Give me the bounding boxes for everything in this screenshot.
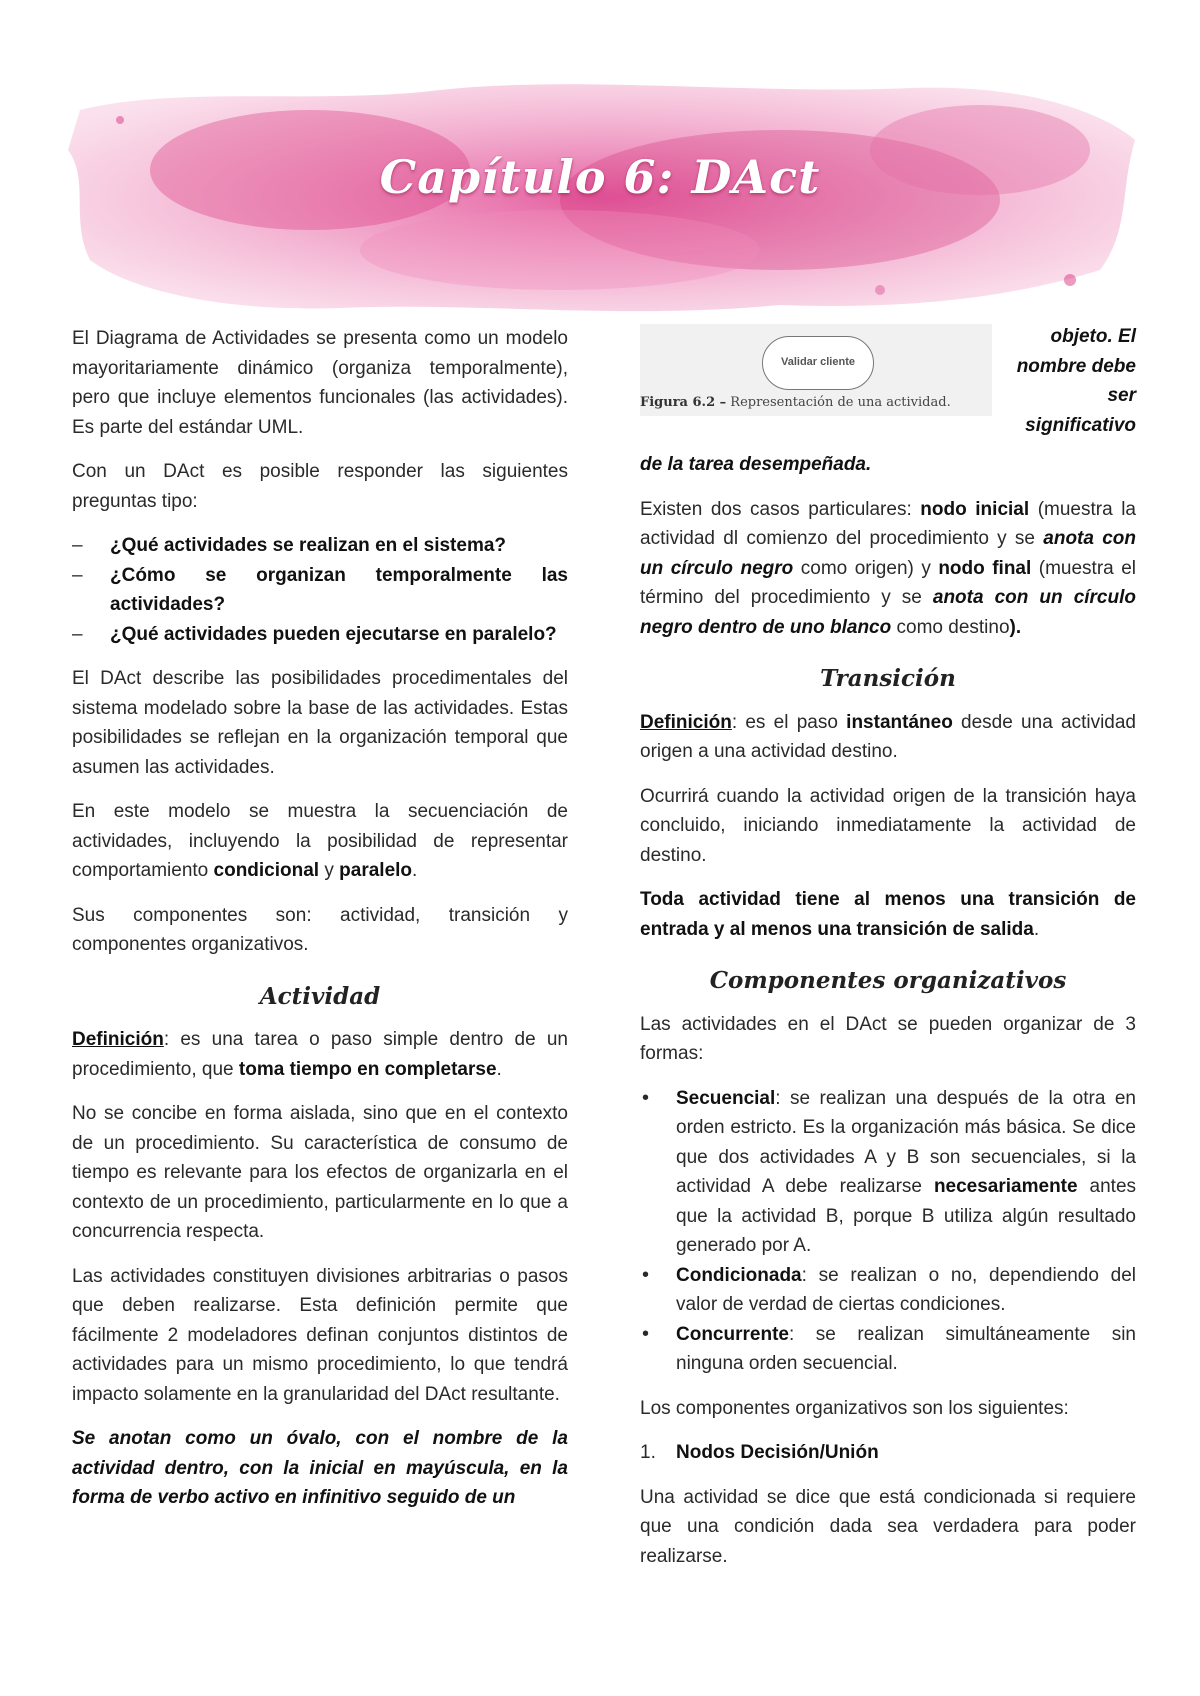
list-item: • Condicionada: se realizan o no, dependiendo del valor de verdad de ciertas condiciones. [640, 1261, 1136, 1320]
divisions-paragraph: Las actividades constituyen divisiones arbitrarias o pasos que deben realizarse. Esta definición permite que fácilmente 2 modeladores definan conjuntos distintos de actividades para un mismo procedimiento, lo que tendrá impacto solamente en la granularidad del DAct resultante. [72, 1265, 568, 1405]
figure-caption: Figura 6.2 – Representación de una actividad. [640, 395, 951, 410]
notation-end: de la tarea desempeñada. [640, 454, 872, 475]
right-column [640, 324, 1136, 1586]
intro-paragraph: El Diagrama de Actividades se presenta como un modelo mayoritariamente dinámico (organiza temporalmente), pero que incluye elementos funcionales (las actividades). Es parte del estándar UML. [72, 328, 568, 438]
sequencing-paragraph: En este modelo se muestra la secuenciación de actividades, incluyendo la posibilidad de representar comportamiento condicional y paralelo. [72, 801, 568, 881]
bullet-marker: • [642, 1263, 650, 1286]
list-item: – ¿Qué actividades pueden ejecutarse en paralelo? [72, 620, 568, 650]
context-paragraph: No se concibe en forma aislada, sino que en el contexto de un procedimiento. Su característica de consumo de tiempo es relevante para los efectos de organizarla en el contexto de un procedimiento, particularmente en lo que a concurrencia respecta. [72, 1103, 568, 1242]
questions-list [72, 531, 568, 649]
notation-continuation: objeto. El nombre debe ser significativo [1016, 326, 1136, 436]
dash-marker: – [72, 623, 83, 645]
list-item: – ¿Qué actividades se realizan en el sistema? [72, 531, 568, 561]
activity-oval: Validar cliente [762, 336, 874, 390]
describes-paragraph: El DAct describe las posibilidades procedimentales del sistema modelado sobre la base de las actividades. Estas posibilidades se reflejan en la organización temporal que asumen las actividades. [72, 668, 568, 778]
numbered-item: 1. Nodos Decisión/Unión [640, 1438, 1136, 1468]
cases-paragraph: Existen dos casos particulares: nodo inicial (muestra la actividad dl comienzo del procedimiento y se anota con un círculo negro como origen) y nodo final (muestra el término del procedimiento y se anota con un círculo negro dentro de uno blanco como destino). [640, 498, 1137, 638]
figure-activity [640, 324, 992, 448]
heading-actividad: Actividad [259, 982, 381, 1010]
left-column [72, 324, 568, 1528]
number-marker: 1. [640, 1442, 656, 1463]
every-activity-paragraph: Toda actividad tiene al menos una transición de entrada y al menos una transición de salida. [640, 889, 1136, 940]
bullet-marker: • [642, 1086, 650, 1109]
occurs-paragraph: Ocurrirá cuando la actividad origen de la transición haya concluido, iniciando inmediatamente la actividad de destino. [640, 785, 1136, 866]
list-item: • Secuencial: se realizan una después de la otra en orden estricto. Es la organización más básica. Se dice que dos actividades A y B son secuenciales, si la actividad A debe realizarse necesariamente antes que la actividad B, porque B utiliza algún resultado generado por A. [640, 1084, 1136, 1261]
list-item: – ¿Cómo se organizan temporalmente las actividades? [72, 561, 568, 620]
dash-marker: – [72, 564, 83, 586]
list-item: • Concurrente: se realizan simultáneamente sin ninguna orden secuencial. [640, 1320, 1136, 1379]
dash-marker: – [72, 535, 83, 556]
conditioned-paragraph: Una actividad se dice que está condicionada si requiere que una condición dada sea verdadera para poder realizarse. [640, 1486, 1136, 1567]
org-list-intro: Los componentes organizativos son los siguientes: [640, 1397, 1069, 1419]
questions-intro: Con un DAct es posible responder las siguientes preguntas tipo: [72, 461, 568, 512]
figure-row [640, 324, 1136, 450]
forms-list [640, 1084, 1136, 1379]
bullet-marker: • [642, 1322, 650, 1345]
organize-paragraph: Las actividades en el DAct se pueden organizar de 3 formas: [640, 1013, 1136, 1064]
transition-definition: Definición: es el paso instantáneo desde una actividad origen a una actividad destino. [640, 711, 1136, 762]
page-title: Capítulo 6: DAct [379, 150, 821, 204]
components-paragraph: Sus componentes son: actividad, transición y componentes organizativos. [72, 904, 568, 955]
heading-componentes: Componentes organizativos [709, 967, 1067, 994]
heading-transicion: Transición [820, 665, 956, 692]
notation-paragraph: Se anotan como un óvalo, con el nombre de la actividad dentro, con la inicial en mayúscula, en la forma de verbo activo en infinitivo seguido de un [72, 1428, 568, 1508]
definition-paragraph: Definición: es una tarea o paso simple dentro de un procedimiento, que toma tiempo en completarse. [72, 1029, 568, 1080]
